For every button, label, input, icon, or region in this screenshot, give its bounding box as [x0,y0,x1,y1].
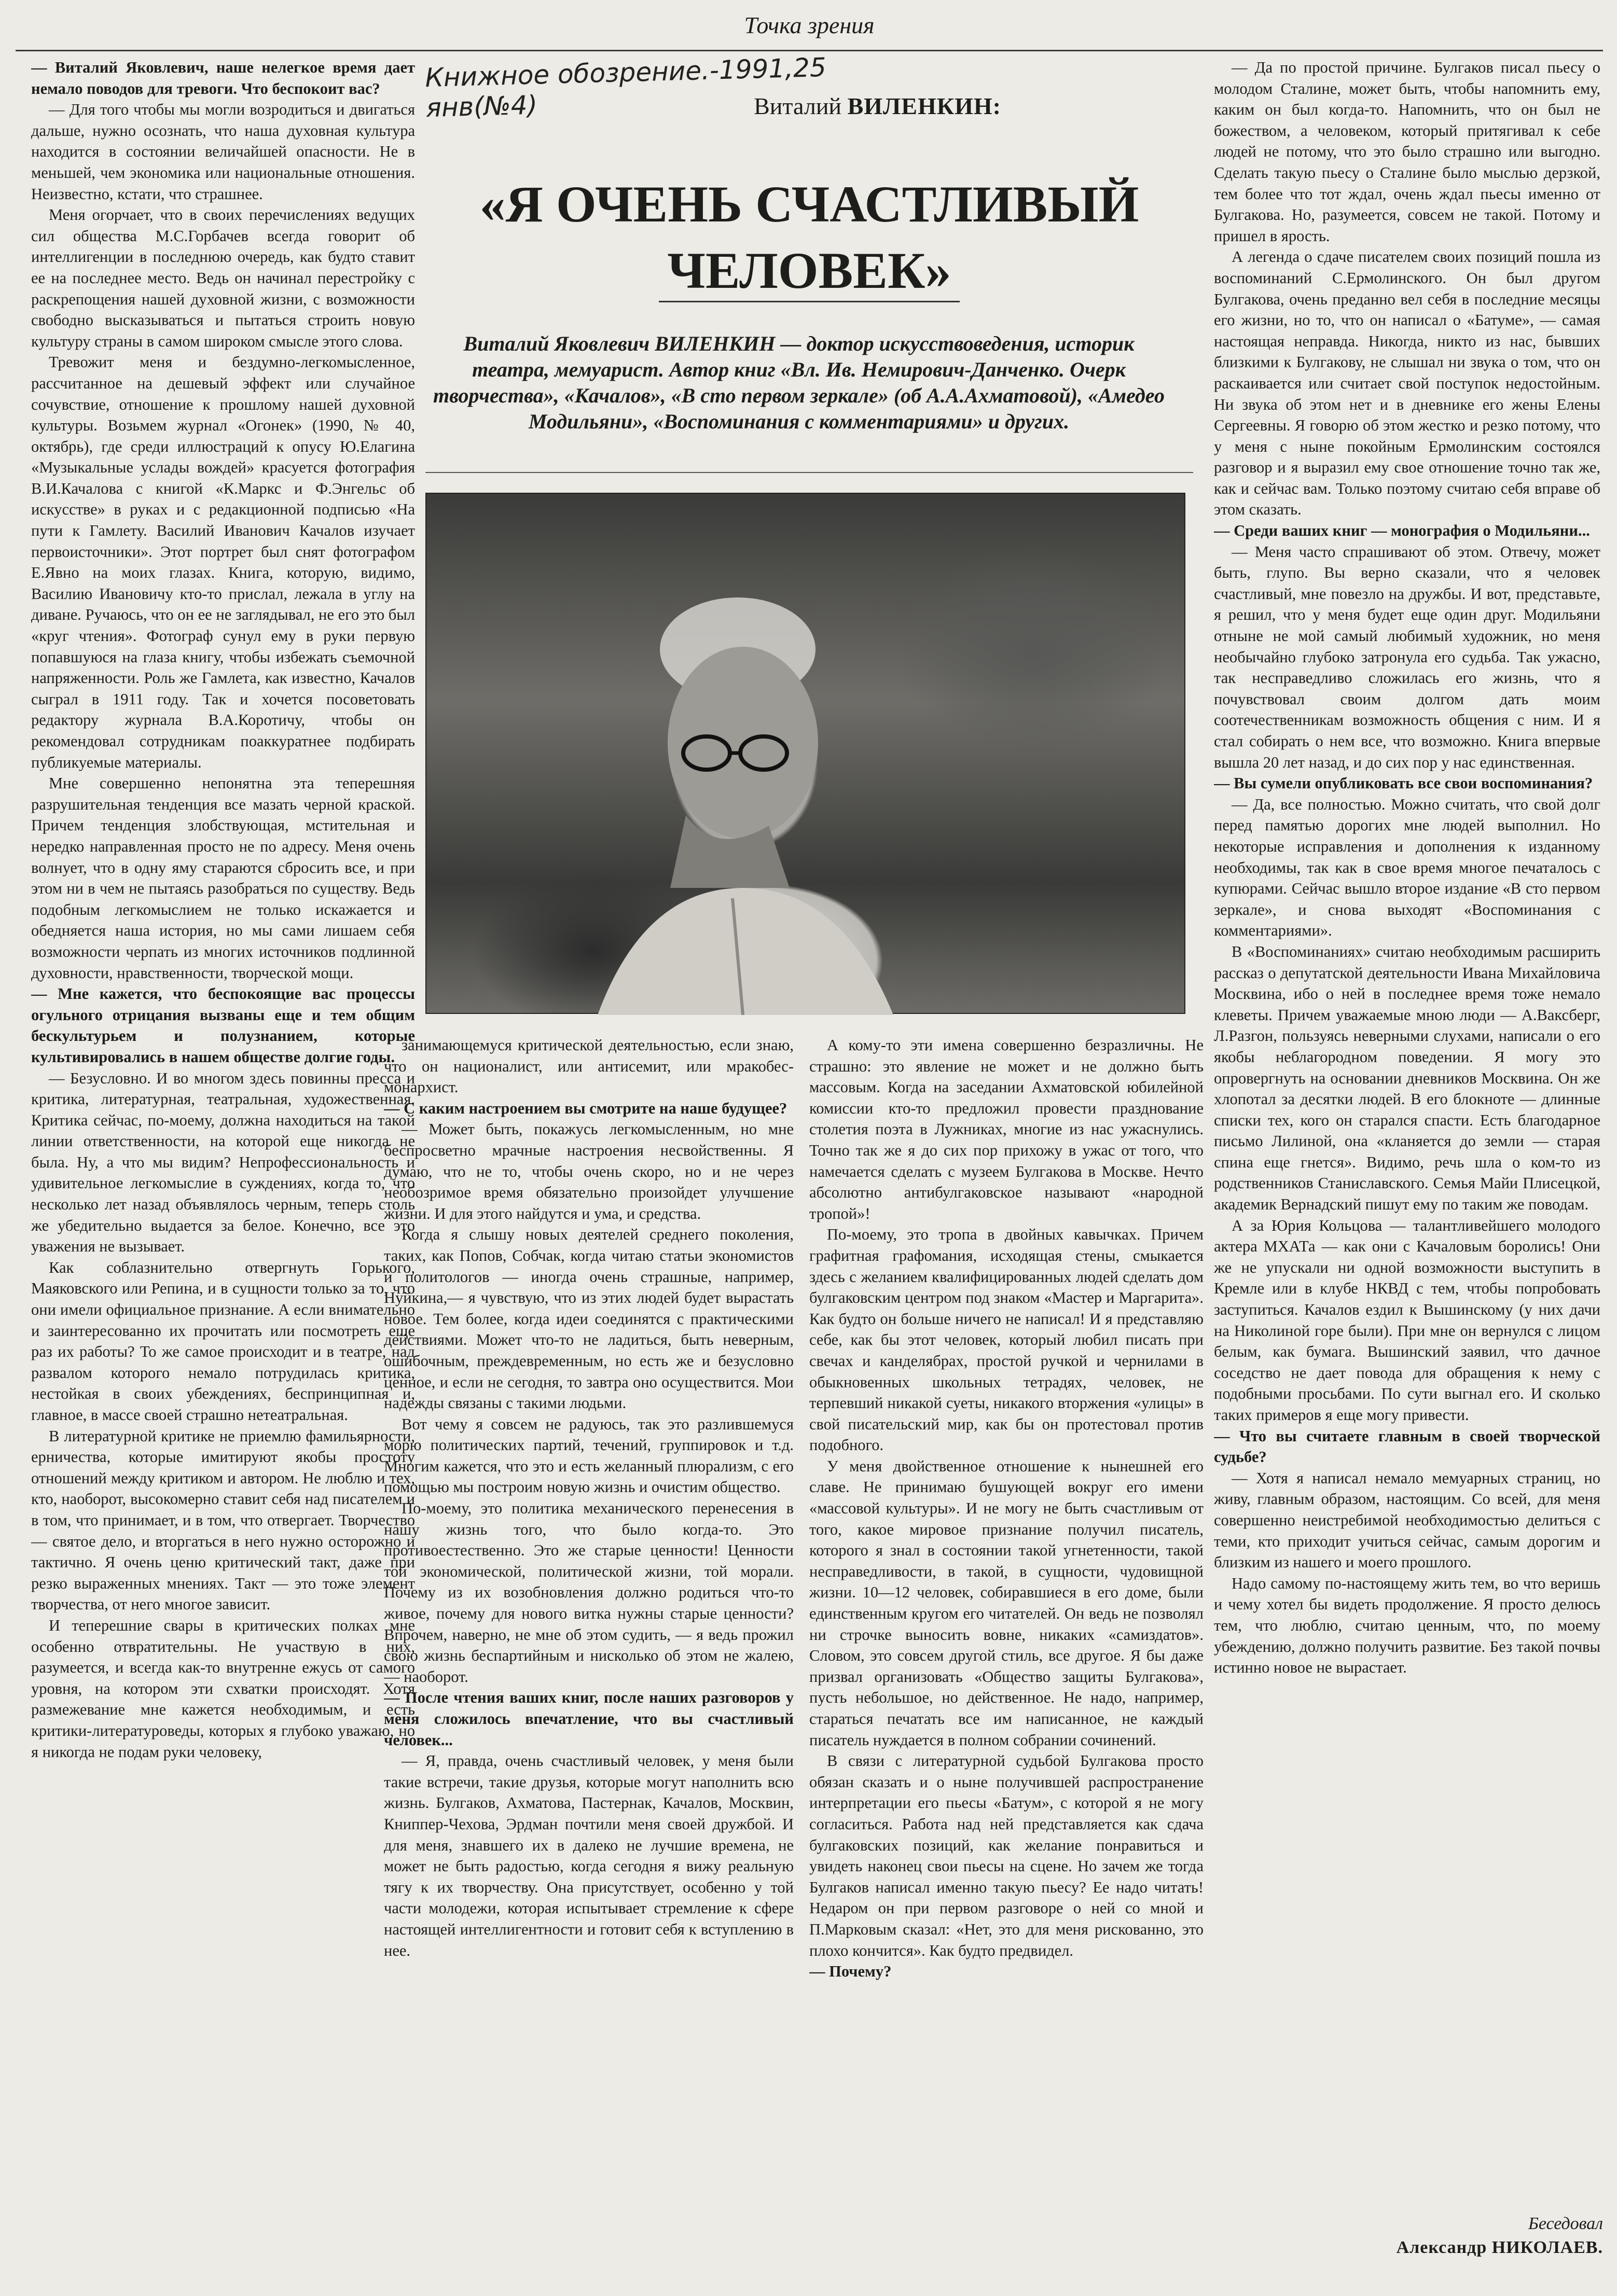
paragraph: Меня огорчает, что в своих перечислениях ведущих сил общества М.С.Горбачев всегда говорит об интеллигенции в последнюю очередь, как будто ставит ее на последнее место. Ведь он начинал перестройку с раскрепощения нашей духовной жизни, с возможности свободно высказываться и пытаться строить новую культуру страны в самом широком смысле этого слова. [31,206,415,350]
paragraph: Когда я слышу новых деятелей среднего поколения, таких, как Попов, Собчак, когда читаю статьи экономистов и политологов — иногда очень страшные, например, Нуйкина,— я чувствую, что из этих людей будет вырастать новое. Тем более, когда идеи соединятся с практическими действиями. Может что-то не ладиться, быть неверным, ошибочным, преждевременным, но есть же и безусловно ценное, и если не сегодня, то завтра оно осуществится. Мои надежды связаны с такими людьми. [384,1226,794,1412]
paragraph: Как соблазнительно отвергнуть Горького, Маяковского или Репина, и в сущности только за то, что они имели официальное признание. А если внимательно и заинтересованно их прочитать или посмотреть еще раз их работы? То же самое происходит и в театре, над развалом которого немало потрудилась критика, нестойкая в своих убеждениях, беспринципная и, главное, в массе своей страшно нетеатральная. [31,1258,415,1424]
portrait-figure-icon [426,494,1186,1015]
interview-question: — С каким настроением вы смотрите на наше будущее? [384,1098,794,1119]
text-column-3 [809,1035,1204,2274]
interview-question: — Вы сумели опубликовать все свои воспоминания? [1214,773,1600,794]
headline: «Я ОЧЕНЬ СЧАСТЛИВЫЙ ЧЕЛОВЕК» [479,175,1139,299]
paragraph: По-моему, это политика механического перенесения в нашу жизнь того, что было когда-то. Это противоестественно. Это же старые ценности! Ценности той экономической, политической жизни, той морали. Почему из их возобновления должно родиться что-то живое, почему для нового витка нужны старые ценности? Впрочем, наверно, не мне об этом судить, — я ведь прожил свою жизнь беспартийным и нисколько об этом не жалею, — наоборот. [384,1499,794,1686]
lead-paragraph: Виталий Яковлевич ВИЛЕНКИН — доктор искусствоведения, историк театра, мемуарист. Автор книг «Вл. Ив. Немирович-Данченко. Очерк творчества», «Качалов», «В сто первом зеркале» (об А.А.Ахматовой), «Амедео Модильяни», «Воспоминания с комментариями» и других. [433,332,1165,433]
interview-question: — Среди ваших книг — монография о Модильяни... [1214,520,1600,541]
interview-question: — Почему? [809,1961,1204,1982]
interview-question: — Виталий Яковлевич, наше нелегкое время дает немало поводов для тревоги. Что беспокоит вас? [31,57,415,99]
author-line [617,92,1001,120]
author-prefix: Виталий [754,93,848,119]
interview-question: — Что вы считаете главным в своей творческой судьбе? [1214,1426,1600,1468]
signature [1323,2212,1603,2260]
paragraph: занимающемуся критической деятельностью, если знаю, что он националист, или антисемит, или мракобес-монархист. [384,1036,794,1096]
signature-name: Александр НИКОЛАЕВ. [1396,2238,1603,2257]
paragraph: Вот чему я совсем не радуюсь, так это разлившемуся морю политических партий, течений, группировок и т.д. Многим кажется, что это и есть желанный плюрализм, с его помощью мы построим новую жизнь и очистим общество. [384,1415,794,1496]
portrait-photo [425,493,1185,1014]
paragraph: А кому-то эти имена совершенно безразличны. Не страшно: это явление не может и не должно быть массовым. Когда на заседании Ахматовской юбилейной комиссии кто-то предложил провести празднование столетия поэта в Лужниках, многие из нас ужаснулись. Точно так же я до сих пор прихожу в ужас от того, что намечается сделать с музеем Булгакова в Москве. Нечто абсолютно антибулгаковское называют «народной тропой»! [809,1036,1204,1222]
paragraph: — Для того чтобы мы могли возродиться и двигаться дальше, нужно осознать, что наша духовная культура находится в состоянии величайшей опасности. Не в меньшей, чем экономика или национальные отношения. Неизвестно, кстати, что страшнее. [31,101,415,203]
paragraph: — Хотя я написал немало мемуарных страниц, но живу, главным образом, настоящим. Со всей, для меня совершенно неистребимой необходимостью делиться с теми, кто приходит учиться сейчас, самым дорогим и близким из нашего и моего прошлого. [1214,1469,1600,1571]
author-surname: ВИЛЕНКИН: [847,93,1001,119]
text-column-2 [384,1035,794,2274]
paragraph: — Да, все полностью. Можно считать, что свой долг перед памятью дорогих мне людей выполнил. Но некоторые исправления и дополнения к изданному необходимы, так как в свое время многое печаталось с купюрами. Сейчас вышло второе издание «В сто первом зеркале», и снова выходят «Воспоминания с комментариями». [1214,795,1600,940]
paragraph: И теперешние свары в критических полках мне особенно отвратительны. Не участвую в них, разумеется, и всегда как-то внутренне ежусь от самого уровня, на котором эти схватки происходят. Хотя размежевание мне кажется необходимым, и есть критики-литературоведы, которых я глубоко уважаю, но я никогда не подам руки человеку, [31,1616,415,1761]
paragraph: — Безусловно. И во многом здесь повинны пресса и критика, литературная, театральная, художественная. Критика сейчас, по-моему, должна находиться на такой линии ответственности, на которой еще никогда не была. Ну, а что мы видим? Непрофессиональность и удивительное легкомыслие в суждениях, когда то, что несколько лет назад объявлялось черным, теперь столь же убедительно выдается за белое. Конечно, все это уважения не вызывает. [31,1069,415,1256]
paragraph: По-моему, это тропа в двойных кавычках. Причем графитная графомания, исходящая стены, смыкается здесь с желанием квалифицированных людей сделать дом булгаковским центром под знаком «Мастер и Маргарита». Как будто он больше ничего не написал! И я представляю себе, как бы этот человек, который любил писать при свечах и канделябрах, простой ручкой и чернилами в обыкновенных школьных тетрадях, человек, не терпевший никакой суеты, никакого вторжения «улицы» в свой писательский мир, как бы он протестовал против подобного. [809,1226,1204,1454]
lead-rule [425,472,1193,473]
paragraph: В связи с литературной судьбой Булгакова просто обязан сказать и о ныне получившей распространение интерпретации его пьесы «Батум», с которой я не могу согласиться. Работа над ней представляется как сдача булгаковских позиций, как желание понравиться и увидеть наконец свои пьесы на сцене. Но зачем же тогда Булгаков написал именно такую пьесу? Ее надо читать! Недаром он при первом разговоре о ней со мной и П.Марковым сказал: «Нет, это для меня рискованно, это плохо кончится». Как будто предвидел. [809,1752,1204,1959]
paragraph: — Может быть, покажусь легкомысленным, но мне беспросветно мрачные настроения несвойственны. Я думаю, что не то, чтобы очень скоро, но и не через необозримое время обязательно произойдет улучшение жизни. И для этого найдутся и ума, и средства. [384,1120,794,1222]
headline-rule [659,301,960,302]
interview-question: — После чтения ваших книг, после наших разговоров у меня сложилось впечатление, что вы счастливый человек... [384,1687,794,1750]
paragraph: Тревожит меня и бездумно-легкомысленное, рассчитанное на дешевый эффект или случайное сочувствие, отношение к прошлому нашей духовной культуры. Возьмем журнал «Огонек» (1990, № 40, октябрь), где среди иллюстраций к опусу Ю.Елагина «Музыкальные услады вождей» красуется фотография В.И.Качалова с книгой «К.Маркс и Ф.Энгельс об искусстве» в руках и с редакционной подписью «На пути к Гамлету. Василий Иванович Качалов изучает первоисточники». Этот портрет был снят фотографом Е.Явно на моих глазах. Книга, которую, видимо, Василию Ивановичу кто-то прислал, лежала в углу на диване. Ручаюсь, что он ее не заглядывал, не его это был «круг чтения». Фотограф сунул ему в руки первую попавшуюся на глаза книгу, чтобы избежать съемочной напряженности. Роль же Гамлета, как известно, Качалов сыграл в 1911 году. Так и хочется посоветовать редактору журнала В.А.Коротичу, чтобы он рекомендовал сотрудникам поаккуратнее подбирать публикуемые материалы. [31,353,415,771]
paragraph: Мне совершенно непонятна эта теперешняя разрушительная тенденция все мазать черной краской. Причем тенденция злобствующая, мстительная и нередко направленная просто не по адресу. Меня очень волнует, что в одну яму стараются сбросить все, и при этом ни в чем не пытаясь разобраться по существу. Ведь подобным легкомыслием не только искажается и обедняется наша история, но мы сами лишаем себя возможности черпать из многих источников подлинной духовности, нравственности, творческой мощи. [31,774,415,982]
handwritten-note: Книжное обозрение.-1991,25 янв(№4) [424,52,827,123]
paragraph: В литературной критике не приемлю фамильярности, ерничества, которые имитируют якобы простоту отношений между критиком и автором. Не люблю и тех, кто, наоборот, высокомерно ставит себя над писателем и в том, что принимает, и в том, что отвергает. Творчество — святое дело, и вторгаться в него нужно осторожно и тактично. Я очень ценю критический такт, даже при резко выраженных мнениях. Такт — это тоже элемент творчества, от него многое зависит. [31,1427,415,1613]
signature-label: Беседовал [1528,2214,1603,2233]
paragraph: А за Юрия Кольцова — талантливейшего молодого актера МХАТа — как они с Качаловым боролись! Они же не упускали ни одной возможности выступить в Кремле или в клубе НКВД с тем, чтобы попробовать заступиться. Качалов ездил к Вышинскому (у них дачи на Николиной горе были). При мне он вернулся с лицом белым, как бумага. Вышинский заявил, что дачное соседство не дает повода для обращения к нему с подобными просьбами. По сути выгнал его. И сколько таких примеров я еще могу привести. [1214,1216,1600,1424]
rubric-rule [16,50,1603,51]
paragraph: — Меня часто спрашивают об этом. Отвечу, может быть, глупо. Вы верно сказали, что я человек счастливый, мне повезло на дружбы. И вот, представьте, я решил, что у меня будет еще один друг. Модильяни отныне не мой самый любимый художник, но меня необычайно глубоко затронула его судьба. Так ужасно, так несправедливо сложилась его жизнь, что я почувствовал своим долгом дать моим соотечественникам возможность общения с ним. И я стал собирать о нем все, что возможно. Книга впервые вышла 20 лет назад, и до сих пор у нас единственная. [1214,542,1600,771]
paragraph: В «Воспоминаниях» считаю необходимым расширить рассказ о депутатской деятельности Ивана Михайловича Москвина, ибо о ней в последнее время тоже немало клеветы. Причем уважаемые мною люди — А.Ваксберг, Л.Разгон, пользуясь неверными слухами, написали о его якобы неблагородном поведении. Я могу это опровергнуть на основании дневников Москвина. Он же хлопотал за десятки людей. В его блокноте — длинные списки тех, кого он старался спасти. Есть благодарное письмо Лилиной, она «кланяется до земли — старая спина еще гнется». Видимо, речь шла о ком-то из родственников Станиславского. Семья Майи Плисецкой, академик Вернадский пишут ему по таким же поводам. [1214,942,1600,1214]
rubric: Точка зрения [744,12,875,38]
paragraph: — Да по простой причине. Булгаков писал пьесу о молодом Сталине, может быть, чтобы напомнить ему, каким он был когда-то. Напомнить, что он был не божеством, а человеком, который притягивал к себе людей не потому, что это было страшно или выгодно. Сделать такую пьесу о Сталине было мыслью дерзкой, тем более что тот ждал, очень ждал пьесы именно от Булгакова. Но, разумеется, совсем не такой. Потому и пришел в ярость. [1214,59,1600,245]
paragraph: У меня двойственное отношение к нынешней его славе. Не принимаю бушующей вокруг его имени «массовой культуры». И не могу не быть счастливым от того, какое мировое признание получил писатель, которого я знал в состоянии такой угнетенности, такой несправедливости, в такой, в сущности, чудовищной жизни. 10—12 человек, собиравшиеся в его доме, были единственным кругом его читателей. Он ведь не позволял ни строчке выносить вовне, никаких «самиздатов». Словом, это совсем другой стиль, все другое. Я бы даже призвал организовать «Общество защиты Булгакова», пусть небольшое, но действенное. Не надо, например, стараться печатать все им написанное, не каждый писатель нуждается в полном собрании сочинений. [809,1457,1204,1749]
paragraph: — Я, правда, очень счастливый человек, у меня были такие встречи, такие друзья, которые могут наполнить всю жизнь. Булгаков, Ахматова, Пастернак, Качалов, Москвин, Книппер-Чехова, Эрдман почтили меня своей дружбой. И для меня, знавшего их в далеко не лучшие времена, не может не быть радостью, когда сегодня я вижу реальную тягу к их творчеству. Она присутствует, особенно у той части молодежи, которая испытывает стремление к сфере настоящей интеллигентности и готовит себя к вступлению в нее. [384,1752,794,1959]
interview-question: — Мне кажется, что беспокоящие вас процессы огульного отрицания вызваны еще и тем общим бескультурьем и полузнанием, которые культивировались в нашем обществе долгие годы. [31,983,415,1067]
paragraph: Надо самому по-настоящему жить тем, во что веришь и чему хотел бы видеть продолжение. Я просто делюсь тем, что люблю, считаю ценным, что, по моему убеждению, должно получить развитие. Без такой почвы истинно новое не вырастает. [1214,1574,1600,1677]
text-column-4 [1214,57,1600,2209]
text-column-1 [31,57,415,2272]
paragraph: А легенда о сдаче писателем своих позиций пошла из воспоминаний С.Ермолинского. Он был другом Булгакова, очень преданно вел себя в последние месяцы его жизни, но то, что он написал о «Батуме», — самая настоящая неправда. Никогда, никто из нас, бывших близкими к Булгакову, не слышал ни звука о том, что он раскаивается или считает свой поступок недостойным. Ни звука об этом нет и в дневнике его жены Елены Сергеевны. Я говорю об этом жестко и резко потому, что у меня с ныне покойным Ермолинским состоялся разговор и я выразил ему свое отношение точно так же, как и сейчас вам. Только поэтому считаю себя вправе об этом сказать. [1214,248,1600,519]
